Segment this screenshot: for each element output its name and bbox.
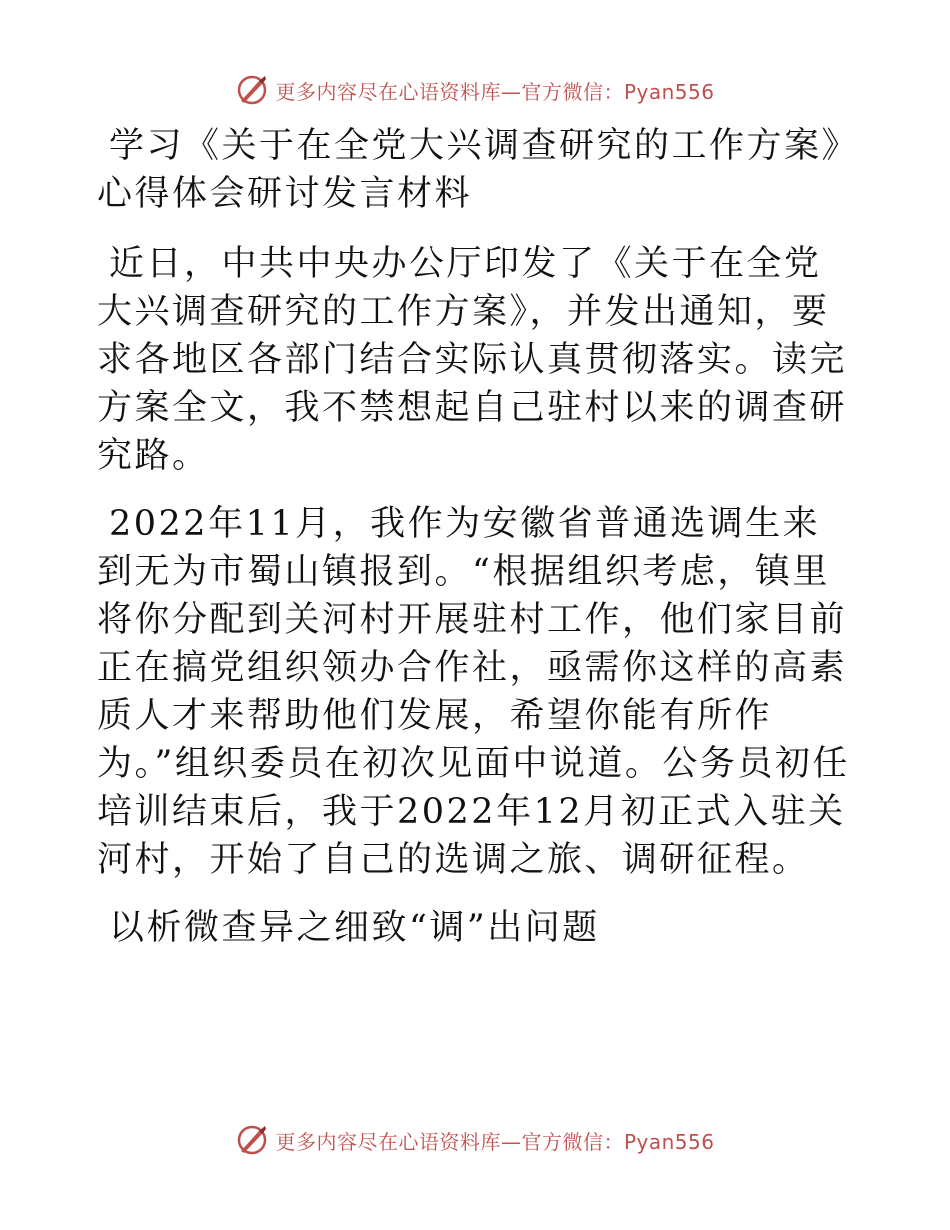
header-watermark-text: 更多内容尽在心语资料库—官方微信：Pyan556 xyxy=(275,79,715,104)
header-watermark-banner xyxy=(0,70,950,110)
quill-pen-circle-icon xyxy=(235,1123,269,1157)
document-title: 学习《关于在全党大兴调查研究的工作方案》心得体会研讨发言材料 xyxy=(97,126,842,214)
paragraph-arrival: 2022年11月，我作为安徽省普通选调生来到无为市蜀山镇报到。“根据组织考虑，镇里将你分配到关河村开展驻村工作，他们家目前正在搞党组织领办合作社，亟需你这样的高素质人才来帮助他们发展，希望你能有所作为。”组织委员在初次见面中说道。公务员初任培训结束后，我于2022年12月初正式入驻关河村，开始了自己的选调之旅、调研征程。 xyxy=(97,504,850,880)
section-heading: 以析微查异之细致“调”出问题 xyxy=(109,908,600,948)
quill-pen-circle-icon xyxy=(235,73,269,107)
document-body xyxy=(97,122,853,972)
paragraph-intro: 近日，中共中央办公厅印发了《关于在全党大兴调查研究的工作方案》，并发出通知，要求各地区各部门结合实际认真贯彻落实。读完方案全文，我不禁想起自己驻村以来的调查研究路。 xyxy=(97,244,848,476)
footer-watermark-banner xyxy=(0,1120,950,1160)
footer-watermark-text: 更多内容尽在心语资料库—官方微信：Pyan556 xyxy=(275,1129,715,1154)
